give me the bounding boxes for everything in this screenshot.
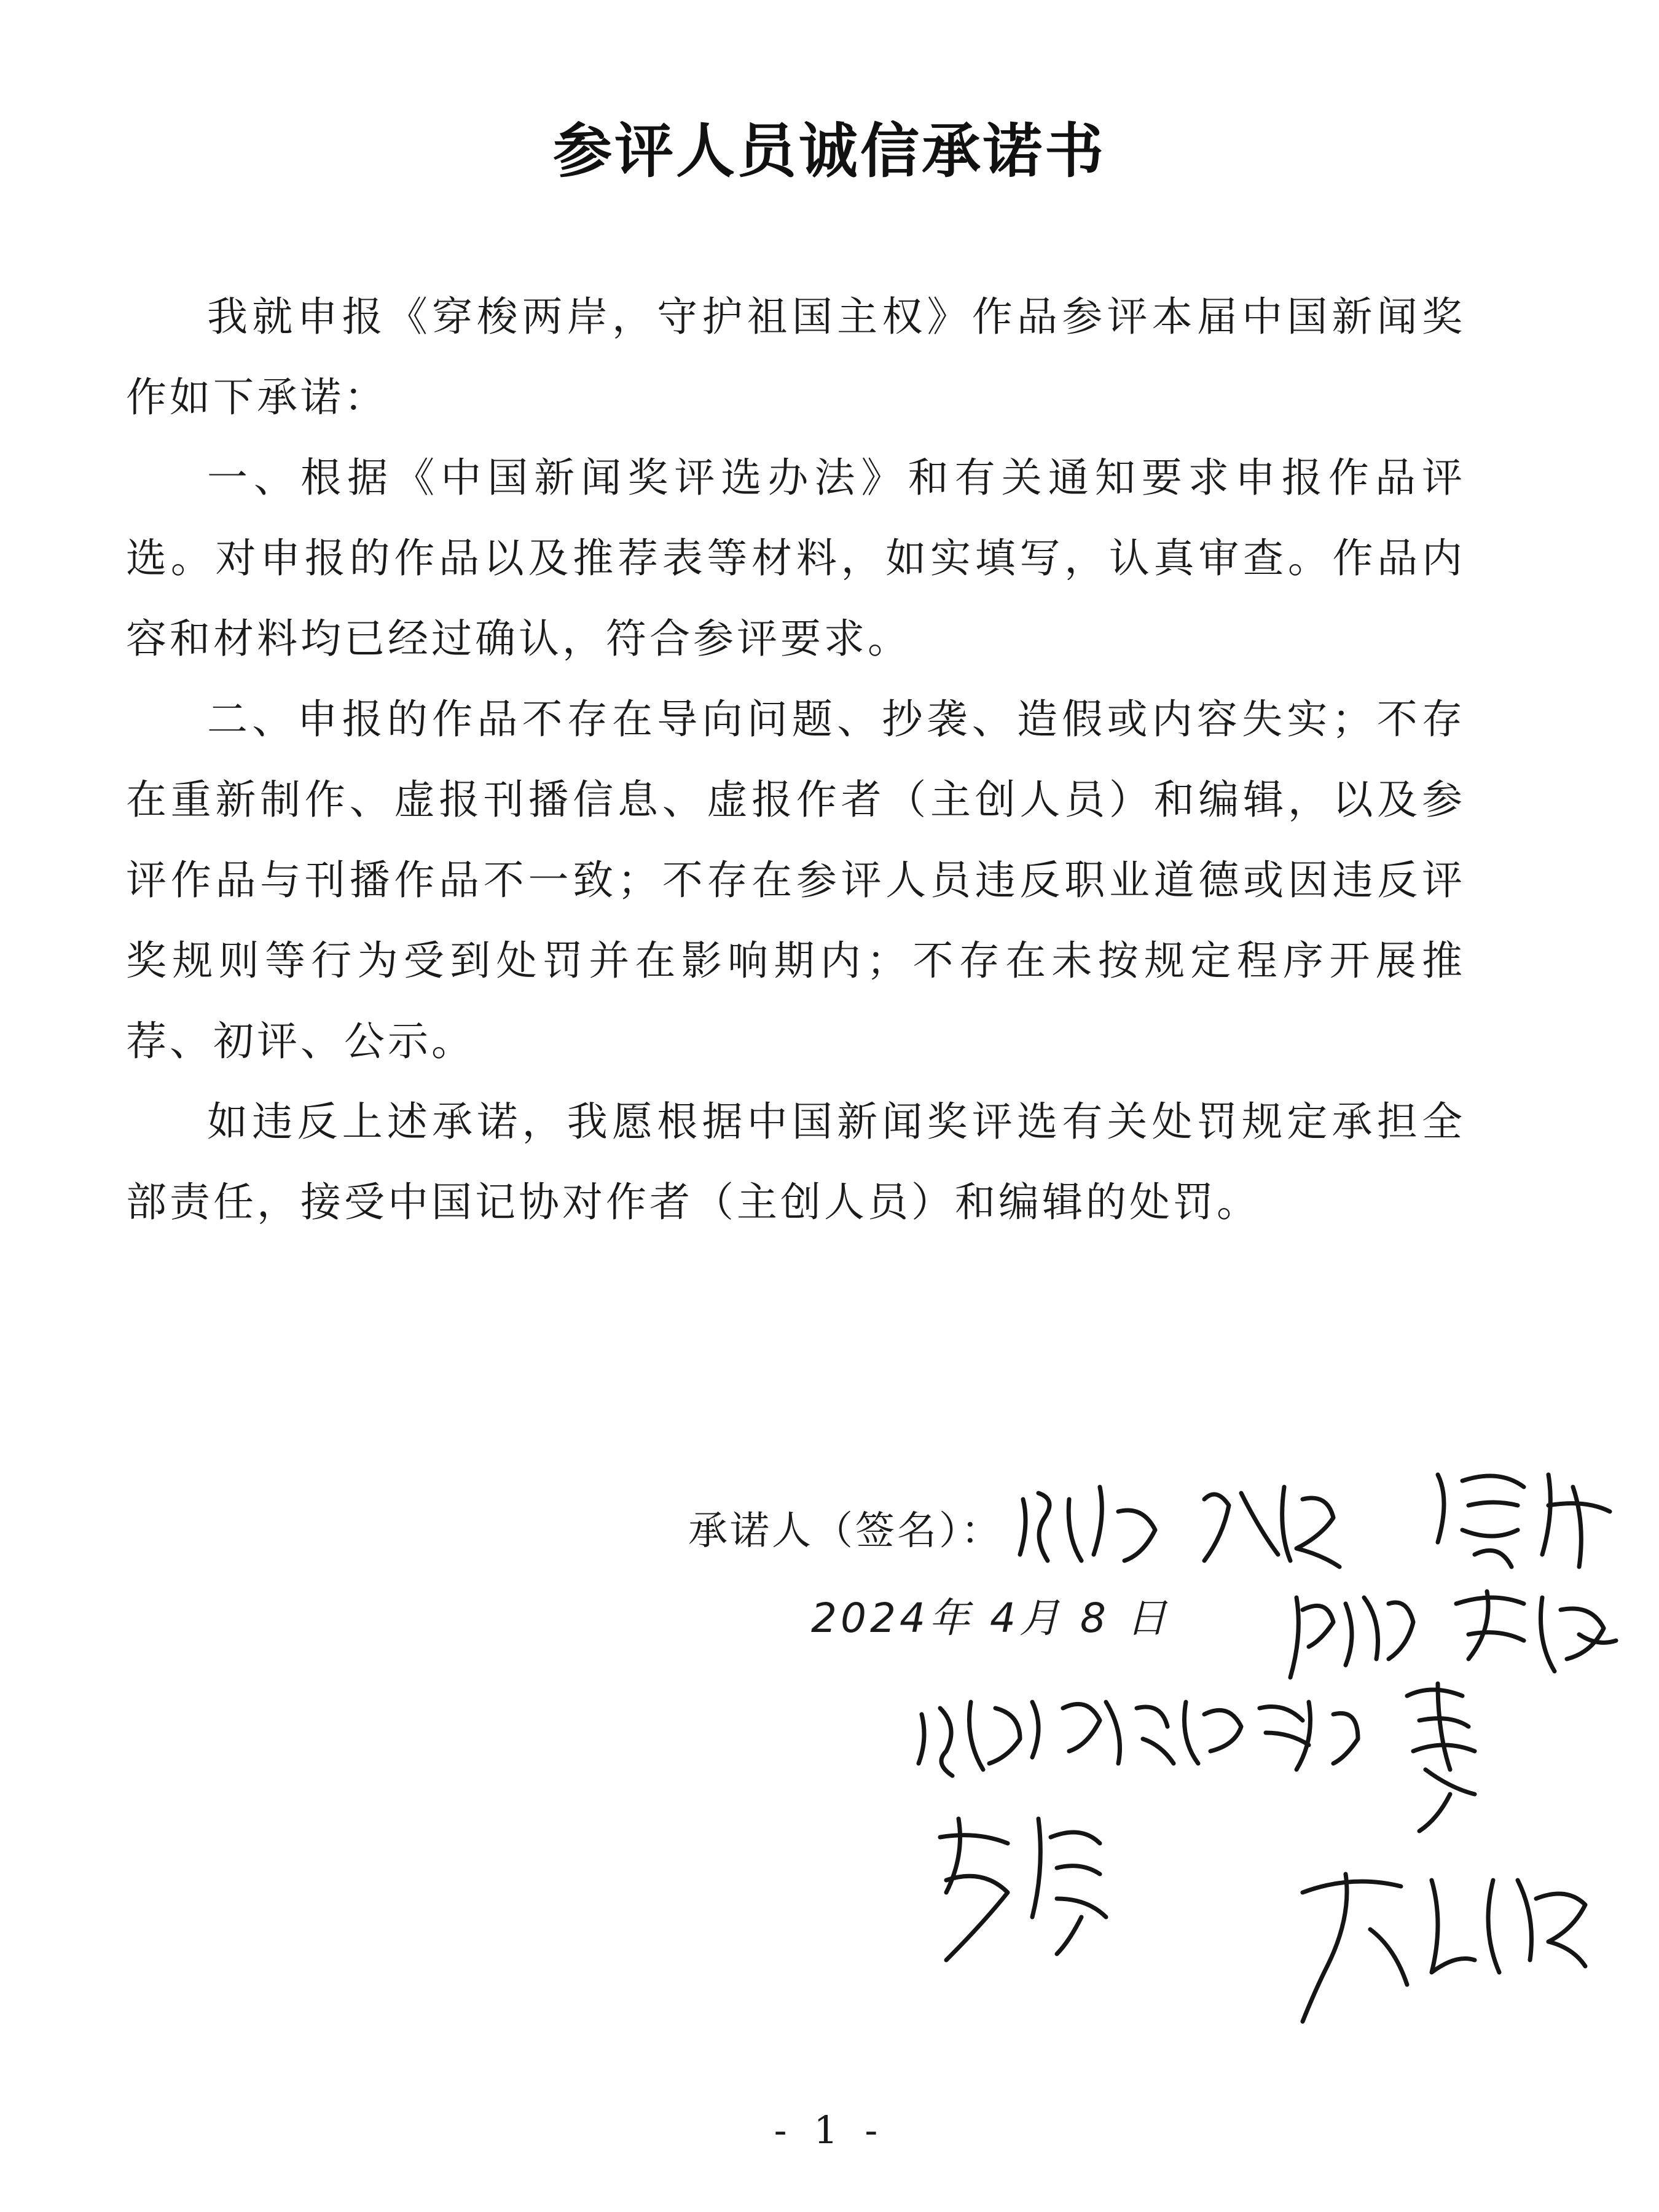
paragraph-commitment-1: 一、根据《中国新闻奖评选办法》和有关通知要求申报作品评选。对申报的作品以及推荐表等材料，如实填写，认真审查。作品内容和材料均已经过确认，符合参评要求。 (126, 454, 1465, 662)
handwritten-signature-2 (1290, 1591, 1616, 1677)
paragraph-liability: 如违反上述承诺，我愿根据中国新闻奖评选有关处罚规定承担全部责任，接受中国记协对作者（主创人员）和编辑的处罚。 (126, 1098, 1465, 1226)
handwritten-signature-4 (940, 1819, 1106, 1960)
signature-label: 承诺人（签名）： (688, 1508, 1003, 1554)
handwritten-signature-3 (919, 1684, 1475, 1831)
signature-date: 2024年 4月 8 日 (811, 1594, 1171, 1642)
page-number: - 1 - (774, 2108, 885, 2152)
paragraph-commitment-2: 二、申报的作品不存在导向问题、抄袭、造假或内容失实；不存在重新制作、虚报刊播信息、虚报作者（主创人员）和编辑，以及参评作品与刊播作品不一致；不存在参评人员违反职业道德或因违反评奖规则等行为受到处罚并在影响期内；不存在未按规定程序开展推荐、初评、公示。 (126, 696, 1465, 1065)
paragraph-intro: 我就申报《穿梭两岸，守护祖国主权》作品参评本届中国新闻奖作如下承诺： (126, 293, 1465, 421)
handwritten-signature-5 (1303, 1874, 1585, 2022)
document-title: 参评人员诚信承诺书 (553, 117, 1106, 186)
handwritten-signature-1 (1020, 1475, 1610, 1567)
